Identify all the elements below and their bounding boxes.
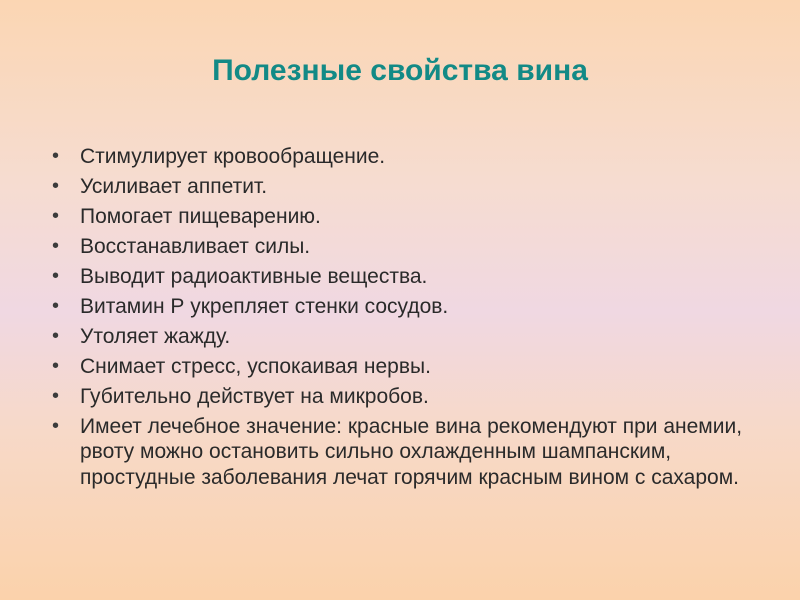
bullet-text: Губительно действует на микробов.	[80, 384, 429, 408]
bullet-text: Помогает пищеварению.	[80, 204, 321, 228]
bullet-item	[50, 324, 750, 350]
bullet-icon: •	[52, 145, 60, 167]
bullet-icon: •	[52, 294, 60, 317]
bullet-icon: •	[52, 204, 60, 227]
bullet-item	[50, 384, 750, 410]
bullet-icon: •	[52, 384, 60, 407]
bullet-icon: •	[52, 174, 60, 197]
bullet-item	[50, 234, 750, 260]
bullet-item	[50, 354, 750, 380]
bullet-text: Снимает стресс, успокаивая нервы.	[80, 354, 431, 378]
bullet-item	[50, 174, 750, 200]
bullet-item	[50, 264, 750, 290]
bullet-list	[50, 144, 750, 495]
bullet-text: Витамин Р укрепляет стенки сосудов.	[80, 294, 449, 318]
bullet-icon: •	[52, 354, 60, 377]
bullet-item	[50, 144, 750, 170]
bullet-icon: •	[52, 264, 60, 287]
bullet-item	[50, 294, 750, 320]
bullet-text: Имеет лечебное значение: красные вина рекомендуют при анемии, рвоту можно остановить сильно охлажденным шампанским, простудные заболевания лечат горячим красным вином с сахаром.	[80, 414, 743, 490]
bullet-icon: •	[52, 414, 60, 437]
bullet-icon: •	[52, 324, 60, 347]
bullet-text: Утоляет жажду.	[80, 324, 231, 348]
bullet-text: Восстанавливает силы.	[80, 234, 311, 258]
bullet-text: Выводит радиоактивные вещества.	[80, 264, 428, 288]
bullet-item	[50, 204, 750, 230]
bullet-item	[50, 414, 750, 491]
bullet-text: Усиливает аппетит.	[80, 174, 268, 198]
bullet-text: Стимулирует кровообращение.	[80, 145, 386, 168]
bullet-icon: •	[52, 234, 60, 257]
slide-title: Полезные свойства вина	[212, 54, 588, 87]
